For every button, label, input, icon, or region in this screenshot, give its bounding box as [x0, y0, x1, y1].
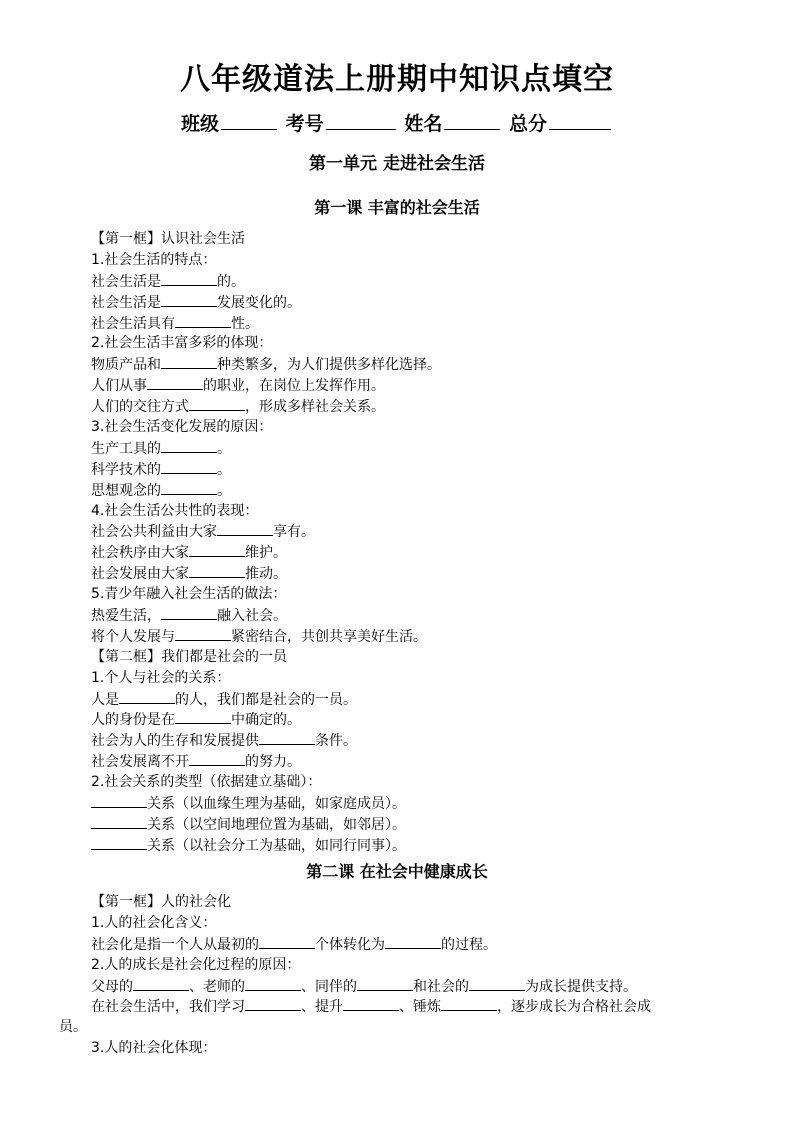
line-text: 的过程。: [441, 936, 497, 953]
lesson2-title: 第二课 在社会中健康成长: [306, 862, 488, 881]
line-text: 5.青少年融入社会生活的做法：: [91, 586, 287, 603]
text-line: [91, 459, 751, 480]
unit-title: 第一单元 走进社会生活: [309, 154, 485, 174]
line-text: 生产工具的: [91, 440, 161, 457]
fill-blank[interactable]: [217, 521, 273, 536]
text-line: [91, 438, 751, 459]
score-blank[interactable]: [549, 111, 611, 130]
line-text: 。: [217, 482, 231, 499]
text-line: [91, 835, 751, 856]
line-text: 社会生活是: [91, 294, 161, 311]
line-text: 社会为人的生存和发展提供: [91, 733, 259, 750]
line-text: 社会发展由大家: [91, 566, 189, 583]
text-line: [91, 605, 751, 626]
fill-blank[interactable]: [189, 542, 245, 557]
line-text: 父母的: [91, 978, 133, 995]
fill-blank[interactable]: [161, 354, 217, 369]
line-text: 3.人的社会化体现：: [91, 1040, 217, 1057]
text-line: [91, 709, 751, 730]
line-text: 4.社会生活公共性的表现：: [91, 502, 259, 519]
lesson2-content: [59, 892, 751, 1059]
text-line: [91, 563, 751, 584]
text-line: [91, 417, 751, 438]
text-line: [91, 892, 751, 913]
text-line: [91, 396, 751, 417]
line-text: 人是: [91, 691, 119, 708]
line-text: 1.人的社会化含义：: [91, 914, 217, 931]
line-text: 、锤炼: [399, 999, 441, 1016]
fill-blank[interactable]: [133, 976, 189, 991]
fill-blank[interactable]: [259, 934, 315, 949]
line-text: 人们的交往方式: [91, 399, 189, 416]
text-line: [91, 913, 751, 934]
text-line: [91, 751, 751, 772]
line-text: 关系（以血缘生理为基础，如家庭成员）。: [147, 796, 406, 813]
text-line: [91, 333, 751, 354]
line-text: 2.社会生活丰富多彩的体现：: [91, 335, 273, 352]
fill-blank[interactable]: [189, 563, 245, 578]
line-text: 和社会的: [413, 978, 469, 995]
text-line: [91, 271, 751, 292]
fill-blank[interactable]: [161, 605, 217, 620]
line-text: 、老师的: [189, 978, 245, 995]
fill-blank[interactable]: [357, 976, 413, 991]
line-text: 将个人发展与: [91, 628, 175, 645]
name-label: 姓名: [404, 113, 443, 135]
text-line: [91, 584, 751, 605]
line-text: 、同伴的: [301, 978, 357, 995]
line-text: 社会化是指一个人从最初的: [91, 936, 259, 953]
text-line: [91, 772, 751, 793]
line-text: 2.人的成长是社会化过程的原因：: [91, 956, 301, 973]
text-line: [91, 955, 751, 976]
text-line: [91, 229, 751, 250]
lesson1-title: 第一课 丰富的社会生活: [314, 198, 480, 217]
fill-blank[interactable]: [441, 996, 497, 1011]
line-text: 2.社会关系的类型（依据建立基础）：: [91, 774, 322, 791]
fill-blank[interactable]: [469, 976, 525, 991]
exam-no-label: 考号: [285, 113, 324, 135]
line-text: 【第一框】人的社会化: [91, 894, 231, 910]
fill-blank[interactable]: [189, 396, 245, 411]
text-line: [91, 730, 751, 751]
text-line: [91, 521, 751, 542]
text-line: [91, 480, 751, 501]
exam-no-blank[interactable]: [326, 111, 396, 130]
line-text: 1.个人与社会的关系：: [91, 669, 231, 686]
text-line: [91, 542, 751, 563]
line-text: 关系（以社会分工为基础，如同行同事）。: [147, 837, 406, 854]
lesson1-content: [91, 229, 751, 856]
fill-blank[interactable]: [175, 709, 231, 724]
line-text: 紧密结合，共创共享美好生活。: [231, 628, 427, 645]
fill-blank[interactable]: [161, 292, 217, 307]
fill-blank[interactable]: [189, 751, 245, 766]
fill-blank[interactable]: [343, 996, 399, 1011]
line-text: 。: [217, 440, 231, 457]
line-text: 融入社会。: [217, 608, 287, 625]
line-text: 思想观念的: [91, 482, 161, 499]
text-line: [91, 375, 751, 396]
line-text: 中确定的。: [231, 712, 301, 729]
line-text: 个体转化为: [315, 936, 385, 953]
text-line: [91, 1038, 751, 1059]
fill-blank[interactable]: [119, 689, 175, 704]
name-blank[interactable]: [444, 111, 500, 130]
line-text: 。: [217, 461, 231, 478]
line-text: 的努力。: [245, 754, 301, 771]
wrapped-line-continuation: [59, 1017, 719, 1038]
page-title: 八年级道法上册期中知识点填空: [180, 62, 614, 97]
class-label: 班级: [181, 113, 220, 135]
line-text: 社会发展离不开: [91, 754, 189, 771]
text-line: [91, 793, 751, 814]
fill-blank[interactable]: [91, 835, 147, 850]
fill-blank[interactable]: [161, 459, 217, 474]
text-line: [91, 689, 751, 710]
text-line: [91, 626, 751, 647]
line-text: ，逐步成长为合格社会成: [497, 999, 651, 1016]
line-text: 维护。: [245, 545, 287, 562]
line-text: 、提升: [301, 999, 343, 1016]
fill-blank[interactable]: [147, 375, 203, 390]
line-text: 科学技术的: [91, 461, 161, 478]
text-line: [91, 250, 751, 271]
fill-blank[interactable]: [245, 996, 301, 1011]
line-text: 人们从事: [91, 378, 147, 395]
line-text: 的职业，在岗位上发挥作用。: [203, 378, 385, 395]
line-text: 发展变化的。: [217, 294, 301, 311]
fill-blank[interactable]: [175, 626, 231, 641]
fill-blank[interactable]: [161, 438, 217, 453]
wrapped-line: [91, 996, 751, 1017]
line-text: 社会秩序由大家: [91, 545, 189, 562]
fill-blank[interactable]: [385, 934, 441, 949]
fill-blank[interactable]: [175, 313, 231, 328]
line-text: 物质产品和: [91, 357, 161, 374]
line-text: 社会公共利益由大家: [91, 524, 217, 541]
text-line: [91, 501, 751, 522]
line-text: 为成长提供支持。: [525, 978, 637, 995]
line-text: 在社会生活中，我们学习: [91, 999, 245, 1016]
line-text: 的。: [217, 273, 245, 290]
text-line: [91, 814, 751, 835]
score-label: 总分: [508, 113, 547, 135]
line-text: 享有。: [273, 524, 315, 541]
line-text: 社会生活具有: [91, 315, 175, 332]
fill-blank[interactable]: [91, 793, 147, 808]
line-text: 3.社会生活变化发展的原因：: [91, 419, 273, 436]
line-text: 员。: [59, 1019, 87, 1036]
fill-blank[interactable]: [161, 271, 217, 286]
line-text: 推动。: [245, 566, 287, 583]
line-text: 条件。: [315, 733, 357, 750]
fill-blank[interactable]: [91, 814, 147, 829]
text-line: [91, 647, 751, 668]
class-blank[interactable]: [221, 111, 277, 130]
text-line: [91, 934, 751, 955]
line-text: 【第二框】我们都是社会的一员: [91, 648, 287, 665]
text-line: [91, 354, 751, 375]
text-line: [91, 668, 751, 689]
line-text: 性。: [231, 315, 259, 332]
line-text: 热爱生活，: [91, 608, 161, 625]
line-text: 社会生活是: [91, 273, 161, 290]
fill-blank[interactable]: [245, 976, 301, 991]
text-line: [91, 313, 751, 334]
line-text: 1.社会生活的特点：: [91, 251, 217, 268]
fill-blank[interactable]: [161, 480, 217, 495]
text-line: [91, 292, 751, 313]
line-text: ，形成多样社会关系。: [245, 399, 385, 416]
student-info-row: [0, 110, 794, 138]
line-text: 人的身份是在: [91, 712, 175, 729]
line-text: 关系（以空间地理位置为基础，如邻居）。: [147, 816, 406, 833]
line-text: 【第一框】认识社会生活: [91, 231, 245, 247]
line-text: 的人，我们都是社会的一员。: [175, 691, 357, 708]
fill-blank[interactable]: [259, 730, 315, 745]
line-text: 种类繁多，为人们提供多样化选择。: [217, 357, 441, 374]
text-line: [91, 976, 751, 997]
